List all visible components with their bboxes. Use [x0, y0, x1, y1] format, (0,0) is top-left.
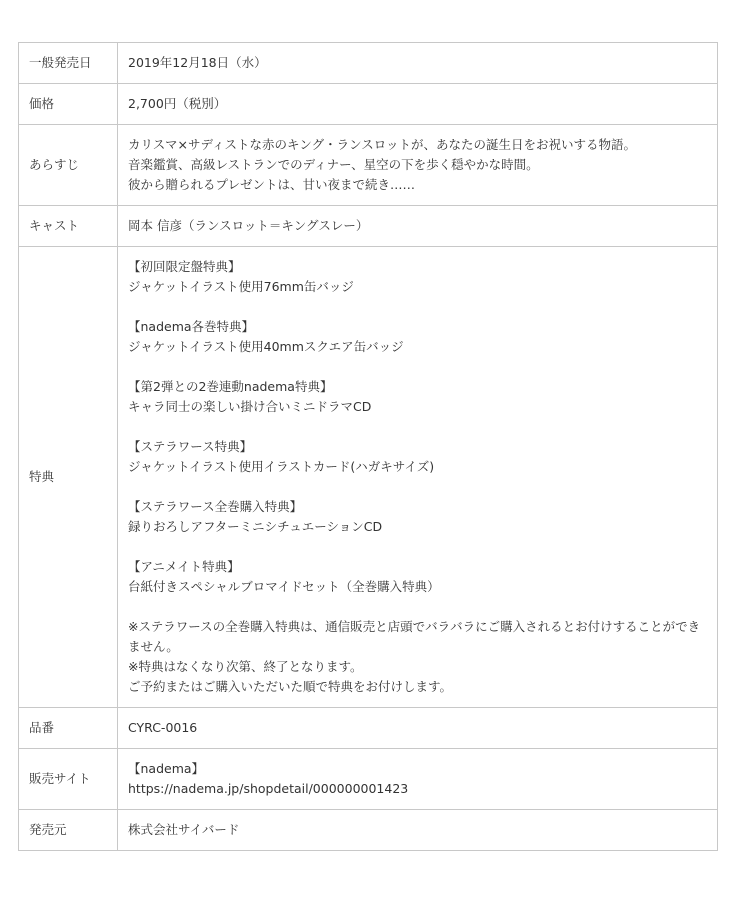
- bonus-heading: 【ステラワース全巻購入特典】: [128, 499, 303, 514]
- bonus-item: 録りおろしアフターミニシチュエーションCD: [128, 519, 383, 534]
- bonus-note: ※特典はなくなり次第、終了となります。: [128, 659, 363, 674]
- bonus-note: ※ステラワースの全巻購入特典は、通信販売と店頭でバラバラにご購入されるとお付けすることができません。: [128, 619, 701, 654]
- table-row: [19, 708, 718, 749]
- table-row: [19, 84, 718, 125]
- row-label-text: 一般発売日: [29, 55, 92, 70]
- row-value: [118, 708, 718, 749]
- row-label-text: あらすじ: [29, 157, 80, 172]
- synopsis-line: カリスマ×サディストな赤のキング・ランスロットが、あなたの誕生日をお祝いする物語。: [128, 137, 636, 152]
- cast-text: 岡本 信彦（ランスロット＝キングスレー）: [128, 218, 369, 233]
- row-label-text: キャスト: [29, 218, 80, 233]
- bonus-heading: 【アニメイト特典】: [128, 559, 240, 574]
- row-label: [19, 43, 118, 84]
- table-row: [19, 43, 718, 84]
- bonus-spacer: [128, 417, 707, 437]
- bonus-heading: 【初回限定盤特典】: [128, 259, 241, 274]
- bonus-spacer: [128, 477, 707, 497]
- publisher-text: 株式会社サイバード: [128, 822, 240, 837]
- product-code-text: CYRC-0016: [128, 720, 198, 735]
- bonus-heading: 【ステラワース特典】: [128, 439, 253, 454]
- synopsis-line: 音楽鑑賞、高級レストランでのディナー、星空の下を歩く穏やかな時間。: [128, 157, 539, 172]
- table-row: [19, 749, 718, 810]
- bonus-item: ジャケットイラスト使用イラストカード(ハガキサイズ): [128, 459, 435, 474]
- row-label-text: 品番: [29, 720, 55, 735]
- bonus-spacer: [128, 597, 707, 617]
- row-label: [19, 810, 118, 851]
- row-label: [19, 125, 118, 206]
- table-row: [19, 206, 718, 247]
- row-label-text: 発売元: [29, 822, 67, 837]
- synopsis-line: 彼から贈られるプレゼントは、甘い夜まで続き……: [128, 177, 416, 192]
- row-label-text: 価格: [29, 96, 55, 111]
- row-value: [118, 749, 718, 810]
- row-value: [118, 84, 718, 125]
- bonus-spacer: [128, 357, 707, 377]
- bonus-note: ご予約またはご購入いただいた順で特典をお付けします。: [128, 679, 453, 694]
- bonus-spacer: [128, 297, 707, 317]
- row-label: [19, 206, 118, 247]
- bonus-item: ジャケットイラスト使用40mmスクエア缶バッジ: [128, 339, 404, 354]
- row-label: [19, 749, 118, 810]
- row-label-text: 特典: [29, 469, 55, 484]
- release-date-text: 2019年12月18日（水）: [128, 55, 267, 70]
- product-info-table: [18, 42, 718, 851]
- price-text: 2,700円（税別）: [128, 96, 227, 111]
- row-label: [19, 247, 118, 708]
- row-value: [118, 247, 718, 708]
- bonus-item: ジャケットイラスト使用76mm缶バッジ: [128, 279, 354, 294]
- row-label-text: 販売サイト: [29, 771, 91, 786]
- table-row: [19, 125, 718, 206]
- bonus-item: 台紙付きスペシャルブロマイドセット（全巻購入特典）: [128, 579, 440, 594]
- table-row: [19, 247, 718, 708]
- shop-name-text: 【nadema】: [128, 761, 205, 776]
- row-label: [19, 708, 118, 749]
- bonus-item: キャラ同士の楽しい掛け合いミニドラマCD: [128, 399, 372, 414]
- bonus-heading: 【nadema各巻特典】: [128, 319, 255, 334]
- shop-url-text: https://nadema.jp/shopdetail/000000001423: [128, 781, 409, 796]
- row-value: [118, 810, 718, 851]
- row-label: [19, 84, 118, 125]
- row-value: [118, 43, 718, 84]
- row-value: [118, 125, 718, 206]
- row-value: [118, 206, 718, 247]
- bonus-heading: 【第2弾との2巻連動nadema特典】: [128, 379, 333, 394]
- table-row: [19, 810, 718, 851]
- bonus-spacer: [128, 537, 707, 557]
